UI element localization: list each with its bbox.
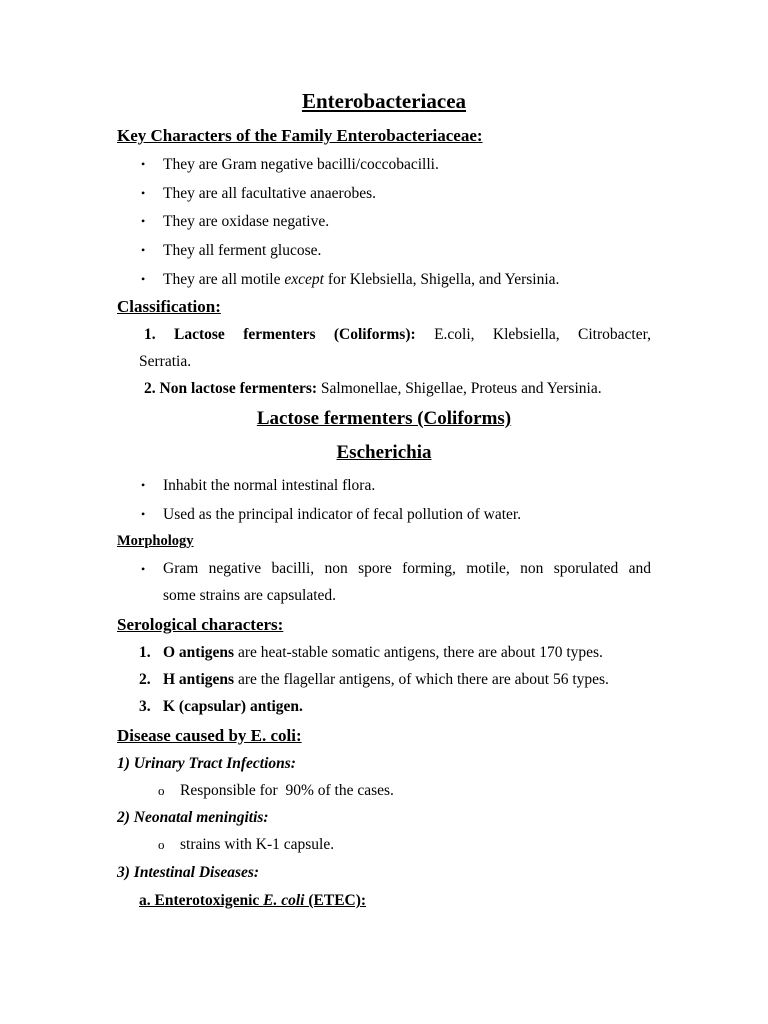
morphology-heading: Morphology xyxy=(117,533,194,549)
circle-bullet-icon: o xyxy=(158,783,165,798)
bullet-icon: • xyxy=(141,507,146,521)
serological-item-3: 3. K (capsular) antigen. xyxy=(139,698,303,715)
morphology-line-1: Gram negative bacilli, non spore forming, motile, non sporulated and xyxy=(163,560,652,577)
classification-heading: Classification: xyxy=(117,297,221,316)
list-item: • They are all motile except for Klebsiella, Shigella, and Yersinia. xyxy=(141,271,560,288)
bullet-icon: • xyxy=(141,186,146,200)
intestinal-heading: 3) Intestinal Diseases: xyxy=(117,864,260,881)
meningitis-heading: 2) Neonatal meningitis: xyxy=(117,809,269,826)
morphology-bullet xyxy=(141,559,163,580)
disease-heading: Disease caused by E. coli: xyxy=(117,726,302,745)
list-item: • They all ferment glucose. xyxy=(141,242,322,259)
list-item: • Inhabit the normal intestinal flora. xyxy=(141,477,376,494)
uti-heading: 1) Urinary Tract Infections: xyxy=(117,755,296,772)
list-item: o strains with K-1 capsule. xyxy=(158,836,335,853)
bullet-icon: • xyxy=(141,243,146,257)
morphology-line-2: some strains are capsulated. xyxy=(163,587,337,604)
circle-bullet-icon: o xyxy=(158,837,165,852)
escherichia-heading: Escherichia xyxy=(336,442,432,463)
classification-item-2: 2. Non lactose fermenters: Salmonellae, Shigellae, Proteus and Yersinia. xyxy=(144,380,602,397)
lactose-fermenters-heading: Lactose fermenters (Coliforms) xyxy=(256,408,512,429)
page-title: Enterobacteriacea xyxy=(301,89,467,113)
serological-item-1: 1. O antigens are heat-stable somatic antigens, there are about 170 types. xyxy=(139,644,603,661)
list-item: • They are Gram negative bacilli/coccobacilli. xyxy=(141,156,439,173)
etec-heading: a. Enterotoxigenic E. coli (ETEC): xyxy=(139,892,367,909)
serological-item-2: 2. H antigens are the flagellar antigens, of which there are about 56 types. xyxy=(139,671,609,688)
key-characters-heading: Key Characters of the Family Enterobacteriaceae: xyxy=(117,126,483,145)
classification-item-1: 1. Lactose fermenters (Coliforms): E.coli, Klebsiella, Citrobacter, xyxy=(144,326,652,343)
bullet-icon: • xyxy=(141,214,146,228)
list-item: o Responsible for 90% of the cases. xyxy=(158,782,394,799)
serological-heading: Serological characters: xyxy=(117,615,284,634)
bullet-icon: • xyxy=(141,157,146,171)
list-item: • They are all facultative anaerobes. xyxy=(141,185,377,202)
list-item: • Used as the principal indicator of fecal pollution of water. xyxy=(141,506,522,523)
bullet-icon: • xyxy=(141,478,146,492)
bullet-icon: • xyxy=(141,562,146,576)
list-item: • They are oxidase negative. xyxy=(141,213,330,230)
bullet-icon: • xyxy=(141,272,146,286)
classification-item-1-cont: Serratia. xyxy=(139,353,192,370)
